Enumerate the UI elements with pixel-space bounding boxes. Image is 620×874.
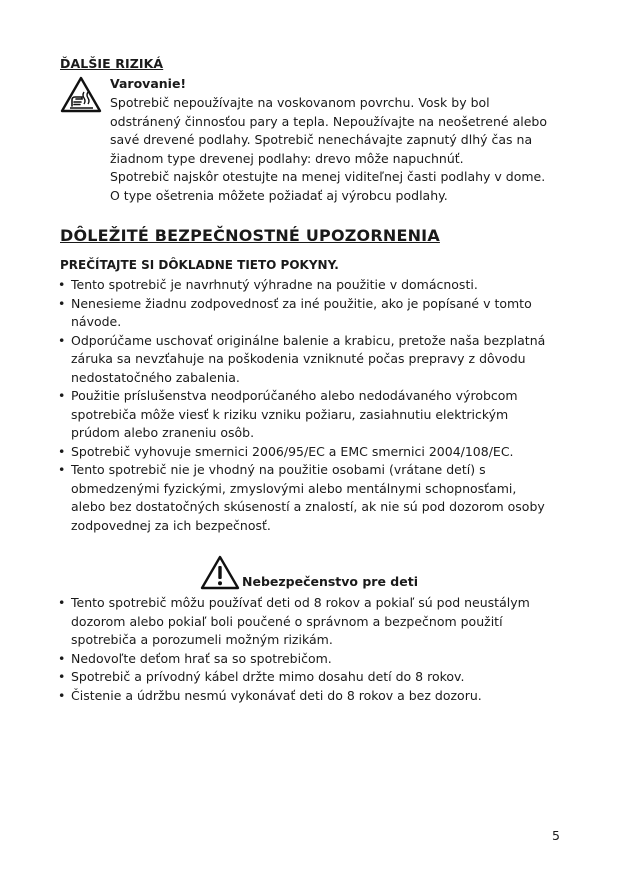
list-item xyxy=(58,668,568,687)
list-item-line: • Spotrebič a prívodný kábel držte mimo dosahu detí do 8 rokov. xyxy=(71,669,465,684)
list-item-line: zodpovednej za ich bezpečnosť. xyxy=(71,517,271,533)
warning-line: odstránený činnosťou pary a tepla. Nepoužívajte na neošetrené alebo xyxy=(110,113,547,129)
list-item-line: • Spotrebič vyhovuje smernici 2006/95/EC a EMC smernici 2004/108/EC. xyxy=(71,443,514,459)
warning-line: žiadnom type drevenej podlahy: drevo môže napuchnúť. xyxy=(110,150,464,166)
children-danger-title: Nebezpečenstvo pre deti xyxy=(242,574,418,589)
list-item-line: • Nedovoľte deťom hrať sa so spotrebičom. xyxy=(71,650,332,666)
list-item-line: alebo bez dostatočných skúseností a znalostí, ak nie sú pod dozorom osoby xyxy=(71,499,545,514)
section-heading-safety-warnings: DÔLEŽITÉ BEZPEČNOSTNÉ UPOZORNENIA xyxy=(60,226,440,245)
list-item xyxy=(58,332,568,388)
page-number: 5 xyxy=(552,828,560,843)
warning-line: Spotrebič nepoužívajte na voskovanom povrchu. Vosk by bol xyxy=(110,95,490,110)
list-item-line: • Odporúčame uschovať originálne balenie a krabicu, pretože naša bezplatná xyxy=(71,332,546,348)
list-item xyxy=(58,594,568,650)
list-item xyxy=(58,276,568,295)
children-bullet-list xyxy=(58,594,568,705)
exclamation-triangle-icon xyxy=(200,555,240,591)
list-item-line: spotrebiča môže viesť k riziku vzniku požiaru, zasiahnutiu elektrickým xyxy=(71,406,509,422)
list-item-line: návode. xyxy=(71,314,122,329)
list-item xyxy=(58,687,568,706)
list-item-line: nedostatočného zabalenia. xyxy=(71,369,240,385)
children-danger-heading xyxy=(200,555,418,591)
list-item-line: • Použitie príslušenstva neodporúčaného alebo nedodávaného výrobcom xyxy=(71,388,518,403)
list-item xyxy=(58,461,568,535)
list-item-line: • Čistenie a údržbu nesmú vykonávať deti do 8 rokov a bez dozoru. xyxy=(71,687,482,703)
warning-line: O type ošetrenia môžete požiadať aj výrobcu podlahy. xyxy=(110,187,448,203)
list-item-line: prúdom alebo zraneniu osôb. xyxy=(71,425,255,440)
list-item xyxy=(58,650,568,669)
safety-bullet-list xyxy=(58,276,568,535)
hot-surface-warning-icon xyxy=(60,76,102,114)
list-item xyxy=(58,387,568,443)
list-item-line: • Tento spotrebič je navrhnutý výhradne na použitie v domácnosti. xyxy=(71,277,478,292)
list-item-line: • Tento spotrebič môžu používať deti od 8 rokov a pokiaľ sú pod neustálym xyxy=(71,595,530,610)
warning-line: savé drevené podlahy. Spotrebič nenechávajte zapnutý dlhý čas na xyxy=(110,132,533,147)
section-heading-additional-risks: ĎALŠIE RIZIKÁ xyxy=(60,56,164,71)
warning-text xyxy=(110,94,570,205)
warning-line: Spotrebič najskôr otestujte na menej viditeľnej časti podlahy v dome. xyxy=(110,169,546,184)
list-item xyxy=(58,443,568,462)
warning-title: Varovanie! xyxy=(110,76,187,91)
list-item-line: • Nenesieme žiadnu zodpovednosť za iné použitie, ako je popísané v tomto xyxy=(71,295,532,311)
list-item-line: • Tento spotrebič nie je vhodný na použitie osobami (vrátane detí) s xyxy=(71,462,486,477)
list-item-line: obmedzenými fyzickými, zmyslovými alebo mentálnymi schopnosťami, xyxy=(71,480,517,496)
read-instructions-heading: PREČÍTAJTE SI DÔKLADNE TIETO POKYNY. xyxy=(60,258,339,272)
list-item-line: záruka sa nevzťahuje na poškodenia vzniknuté počas prepravy z dôvodu xyxy=(71,351,526,366)
list-item xyxy=(58,295,568,332)
list-item-line: spotrebiča a porozumeli možným rizikám. xyxy=(71,632,333,647)
list-item-line: dozorom alebo pokiaľ boli poučené o správnom a bezpečnom použití xyxy=(71,613,503,629)
